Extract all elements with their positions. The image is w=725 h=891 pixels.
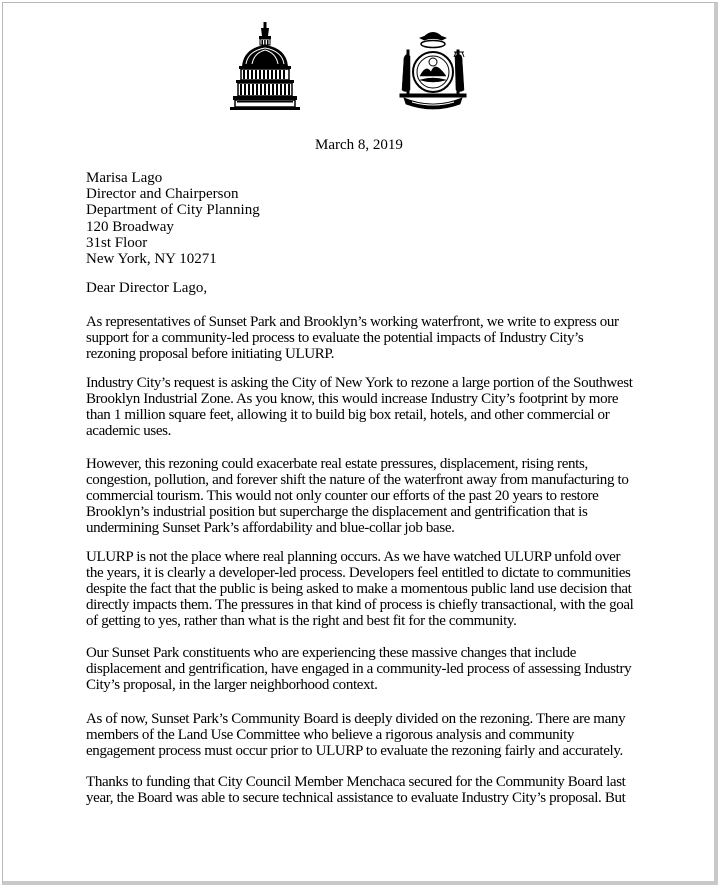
paragraph-line: commercial tourism. This would not only counter our efforts of the past 20 years to restore xyxy=(86,488,599,505)
recipient-address-block xyxy=(86,170,260,267)
capitol-dome-emblem xyxy=(230,22,300,110)
paragraph-line: members of the Land Use Committee who believe a rigorous analysis and community xyxy=(86,727,575,744)
salutation: Dear Director Lago, xyxy=(86,280,208,296)
paragraph-line: Brooklyn Industrial Zone. As you know, this would increase Industry City’s footprint by more xyxy=(86,391,619,408)
paragraph-line: than 1 million square feet, allowing it to build big box retail, hotels, and other commercial or xyxy=(86,407,610,424)
paragraph-line: Industry City’s request is asking the City of New York to rezone a large portion of the Southwest xyxy=(86,375,633,391)
paragraph-line: ULURP is not the place where real planning occurs. As we have watched ULURP unfold over xyxy=(86,549,621,565)
paragraph-line: As of now, Sunset Park’s Community Board is deeply divided on the rezoning. There are many xyxy=(86,711,626,727)
paragraph-line: rezoning proposal before initiating ULURP. xyxy=(86,346,335,363)
paragraph-line: directly impacts them. The pressures in that kind of process is chiefly transactional, with the goal xyxy=(86,597,634,614)
paragraph-line: Brooklyn’s industrial position but supercharge the displacement and gentrification that is xyxy=(86,504,588,521)
paragraph-line: the years, it is clearly a developer-led process. Developers feel entitled to dictate to communities xyxy=(86,565,631,582)
paragraph-line: Thanks to funding that City Council Member Menchaca secured for the Community Board last xyxy=(86,774,626,790)
paragraph-line: year, the Board was able to secure technical assistance to evaluate Industry City’s proposal. But xyxy=(86,790,626,807)
paragraph-3 xyxy=(86,456,629,537)
paragraph-line: displacement and gentrification, have engaged in a community-led process of assessing Industry xyxy=(86,661,632,678)
paragraph-4 xyxy=(86,549,634,630)
paragraph-7 xyxy=(86,774,626,806)
recipient-name: Marisa Lago xyxy=(86,170,163,186)
new-york-state-seal xyxy=(398,28,468,112)
paragraph-line: However, this rezoning could exacerbate real estate pressures, displacement, rising rents, xyxy=(86,456,588,472)
recipient-department: Department of City Planning xyxy=(86,202,260,219)
paragraph-line: engagement process must occur prior to ULURP to evaluate the rezoning fairly and accurately. xyxy=(86,743,623,760)
paragraph-line: Our Sunset Park constituents who are experiencing these massive changes that include xyxy=(86,645,577,661)
paragraph-line: support for a community-led process to evaluate the potential impacts of Industry City’s xyxy=(86,330,584,347)
paragraph-line: As representatives of Sunset Park and Brooklyn’s working waterfront, we write to express our xyxy=(86,314,619,330)
recipient-floor: 31st Floor xyxy=(86,234,148,251)
paragraph-line: despite the fact that the public is being asked to make a momentous public land use decision that xyxy=(86,581,632,598)
paragraph-2 xyxy=(86,375,633,440)
paragraph-line: academic uses. xyxy=(86,423,172,440)
paragraph-5 xyxy=(86,645,632,694)
recipient-city: New York, NY 10271 xyxy=(86,251,217,268)
paragraph-line: of getting to yes, rather than what is the right and best fit for the community. xyxy=(86,613,517,630)
paragraph-1 xyxy=(86,314,626,362)
paragraph-line: City’s proposal, in the larger neighborhood context. xyxy=(86,677,378,694)
letter-date: March 8, 2019 xyxy=(315,137,403,153)
recipient-street: 120 Broadway xyxy=(86,218,174,235)
paragraph-line: congestion, pollution, and forever shift the nature of the waterfront away from manufacturing to xyxy=(86,472,629,489)
paragraph-line: undermining Sunset Park’s affordability and blue-collar job base. xyxy=(86,520,455,537)
paragraph-6 xyxy=(86,711,626,759)
recipient-title: Director and Chairperson xyxy=(86,186,239,203)
